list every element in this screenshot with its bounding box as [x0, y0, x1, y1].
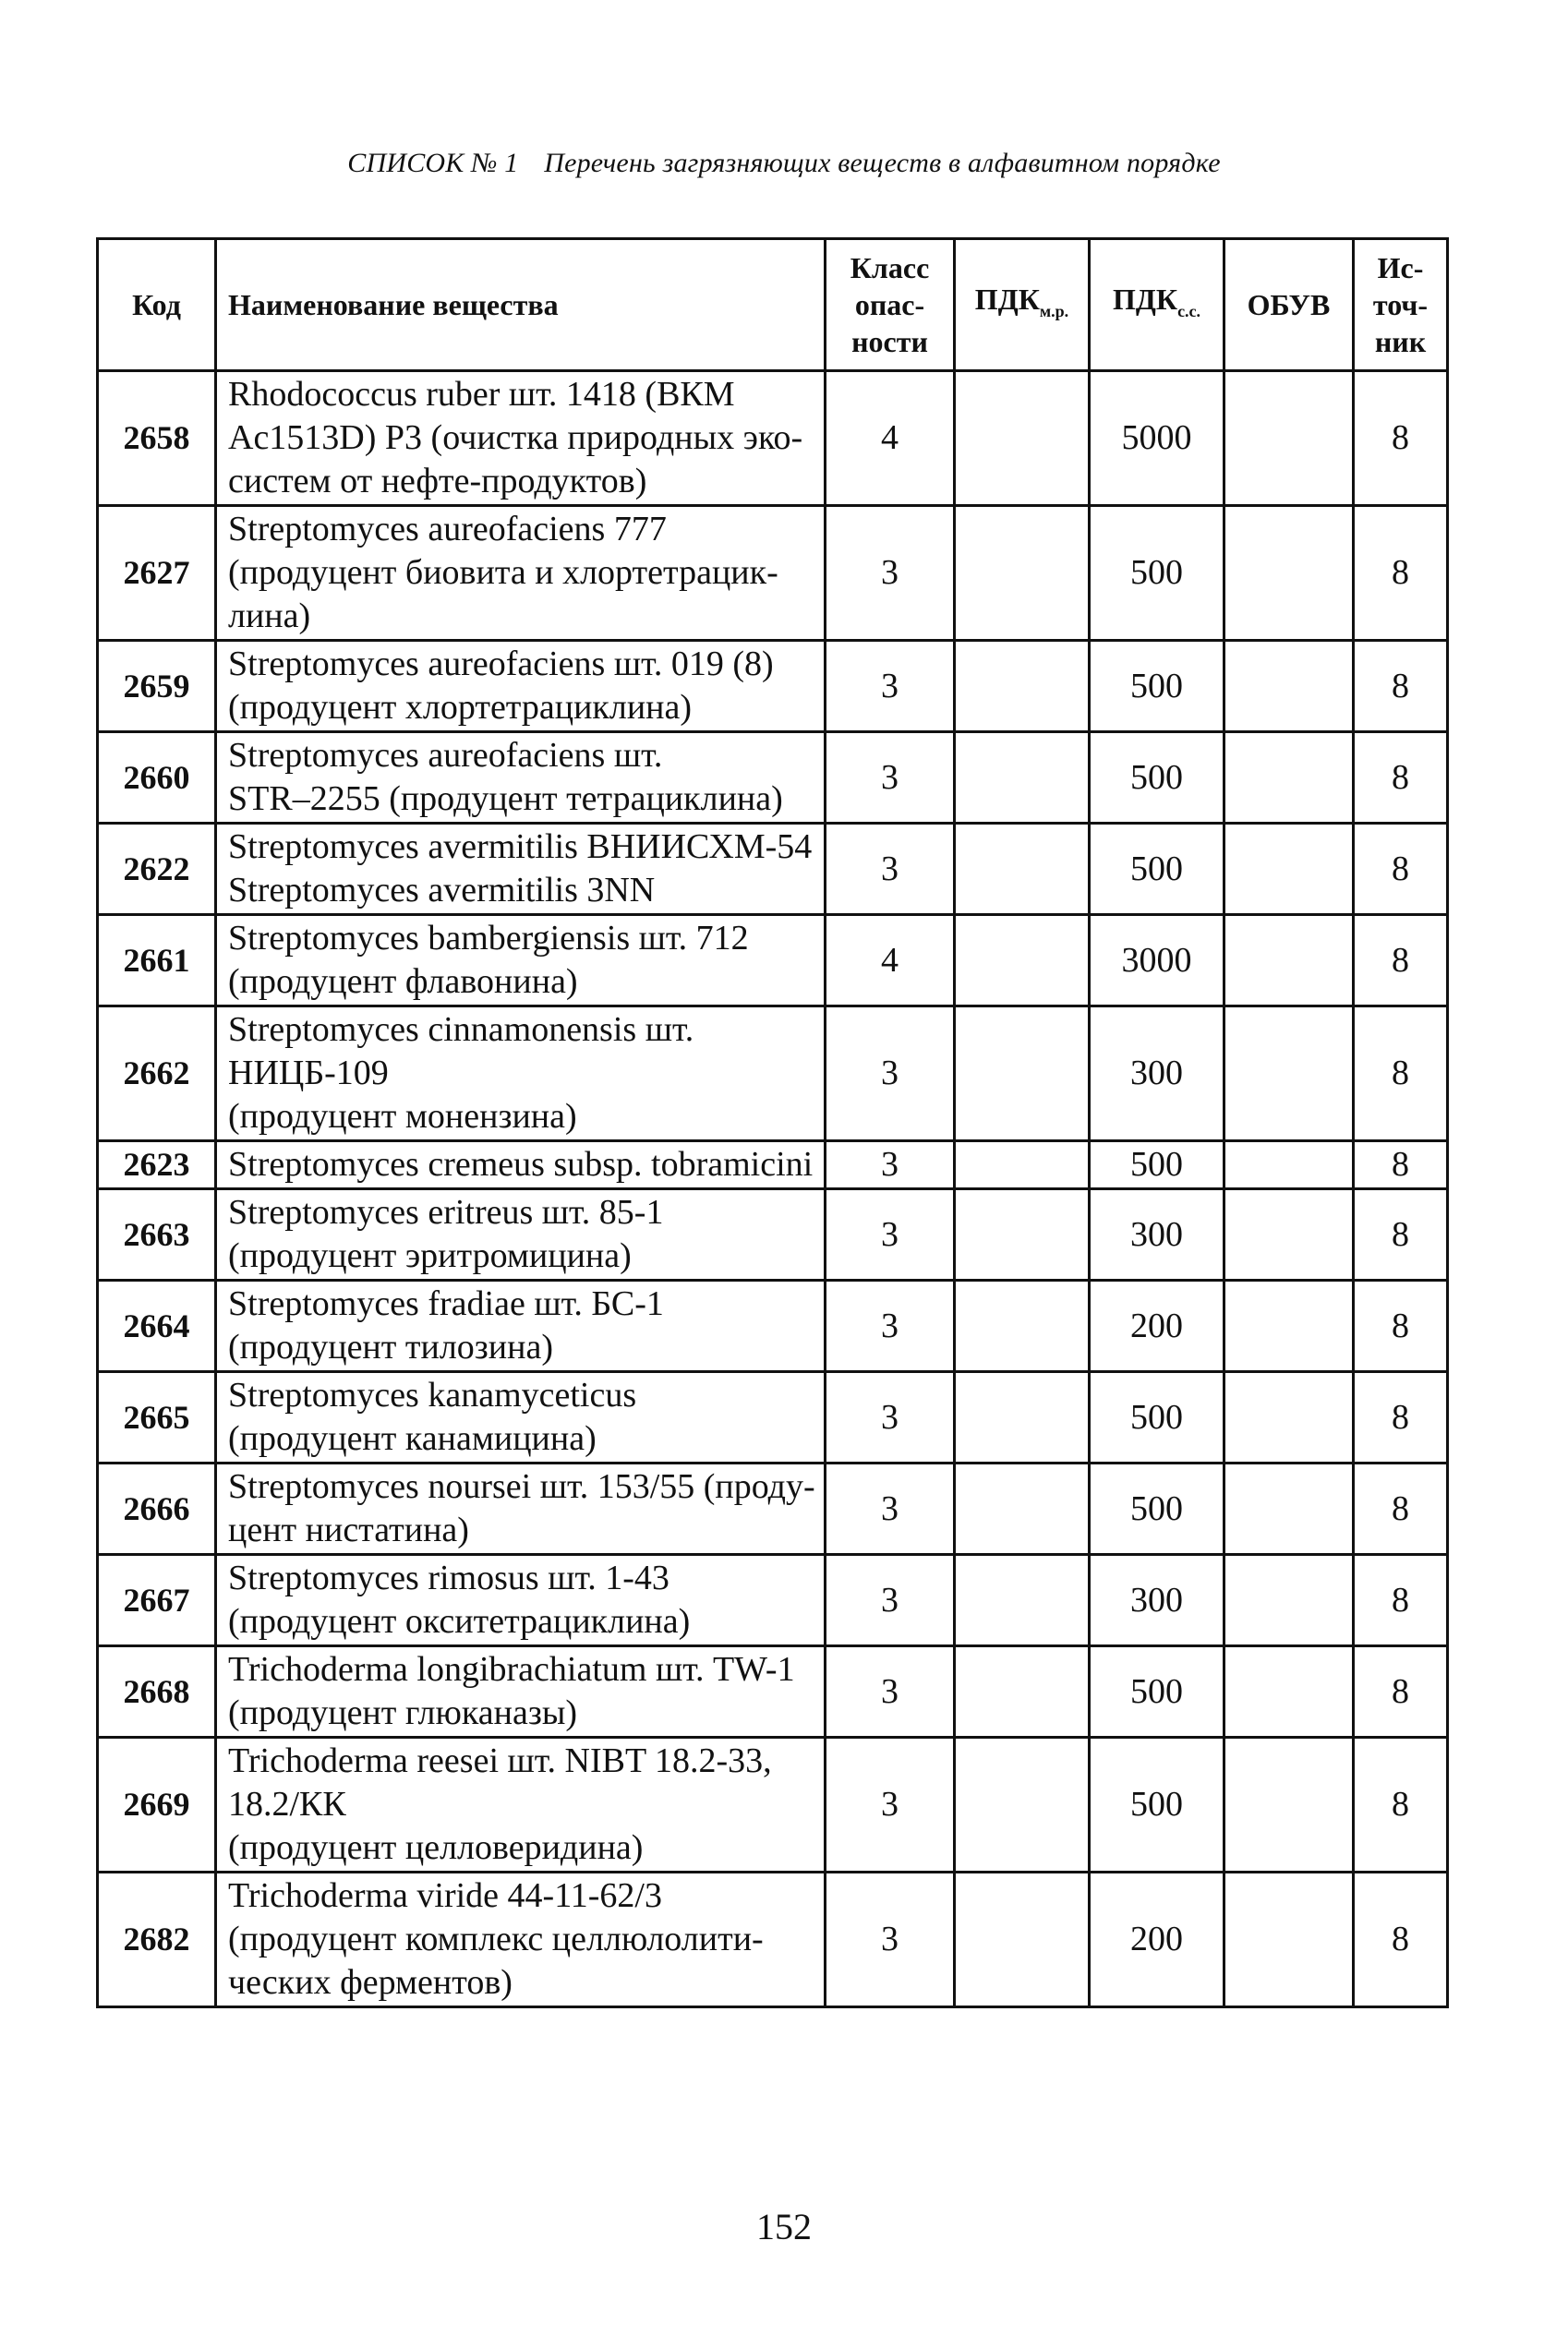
cell-pdk-ss: 200: [1090, 1281, 1224, 1372]
cell-pdk-mr: [955, 506, 1090, 641]
cell-source: 8: [1354, 506, 1448, 641]
cell-pdk-ss: 500: [1090, 824, 1224, 915]
cell-code: 2682: [98, 1873, 216, 2007]
cell-pdk-ss: 500: [1090, 1738, 1224, 1873]
cell-code: 2622: [98, 824, 216, 915]
cell-obuv: [1224, 1873, 1354, 2007]
cell-obuv: [1224, 1281, 1354, 1372]
cell-name: Trichoderma reesei шт. NIBT 18.2-33, 18.2/КК (продуцент целловеридина): [216, 1738, 826, 1873]
cell-pdk-mr: [955, 1738, 1090, 1873]
cell-pdk-mr: [955, 1873, 1090, 2007]
cell-obuv: [1224, 1189, 1354, 1281]
cell-hazard-class: 3: [826, 506, 955, 641]
cell-code: 2660: [98, 732, 216, 824]
cell-source: 8: [1354, 1646, 1448, 1738]
cell-source: 8: [1354, 824, 1448, 915]
cell-pdk-mr: [955, 1555, 1090, 1646]
column-header-hazard-class: [826, 239, 955, 371]
cell-hazard-class: 3: [826, 1189, 955, 1281]
cell-pdk-ss: 500: [1090, 732, 1224, 824]
cell-source: 8: [1354, 1873, 1448, 2007]
cell-hazard-class: 3: [826, 641, 955, 732]
cell-name: Streptomyces aureofaciens шт. 019 (8) (продуцент хлортетрациклина): [216, 641, 826, 732]
cell-obuv: [1224, 1141, 1354, 1189]
cell-obuv: [1224, 1555, 1354, 1646]
column-header-code: Код: [98, 239, 216, 371]
table-row: [98, 1646, 1448, 1738]
cell-pdk-mr: [955, 1464, 1090, 1555]
source-header-text: Ис- точ- ник: [1372, 251, 1429, 358]
pdk-mr-subscript: м.р.: [1039, 301, 1069, 320]
page-number: 152: [756, 2206, 812, 2247]
cell-obuv: [1224, 1738, 1354, 1873]
cell-obuv: [1224, 371, 1354, 506]
cell-name: Trichoderma longibrachiatum шт. TW-1 (продуцент глюканазы): [216, 1646, 826, 1738]
cell-source: 8: [1354, 641, 1448, 732]
cell-source: 8: [1354, 915, 1448, 1006]
column-header-obuv: ОБУВ: [1224, 239, 1354, 371]
substance-table-container: [96, 237, 1446, 2008]
cell-pdk-mr: [955, 824, 1090, 915]
cell-obuv: [1224, 732, 1354, 824]
cell-hazard-class: 3: [826, 1006, 955, 1141]
cell-name: Streptomyces aureofaciens 777 (продуцент биовита и хлортетрацик- лина): [216, 506, 826, 641]
table-row: [98, 1372, 1448, 1464]
cell-obuv: [1224, 1646, 1354, 1738]
cell-source: 8: [1354, 1372, 1448, 1464]
running-header: [0, 148, 1568, 179]
cell-obuv: [1224, 1464, 1354, 1555]
table-row: [98, 1738, 1448, 1873]
cell-obuv: [1224, 824, 1354, 915]
cell-pdk-ss: 500: [1090, 641, 1224, 732]
cell-obuv: [1224, 915, 1354, 1006]
cell-pdk-mr: [955, 1646, 1090, 1738]
table-row: [98, 1141, 1448, 1189]
cell-source: 8: [1354, 1738, 1448, 1873]
table-row: [98, 371, 1448, 506]
table-row: [98, 915, 1448, 1006]
table-body: [98, 371, 1448, 2007]
cell-obuv: [1224, 506, 1354, 641]
cell-hazard-class: 3: [826, 1372, 955, 1464]
table-row: [98, 506, 1448, 641]
cell-hazard-class: 3: [826, 1646, 955, 1738]
cell-name: Streptomyces aureofaciens шт. STR–2255 (продуцент тетрациклина): [216, 732, 826, 824]
pdk-ss-main: ПДК: [1112, 282, 1178, 316]
pdk-mr-main: ПДК: [974, 282, 1040, 316]
cell-pdk-ss: 500: [1090, 1141, 1224, 1189]
cell-name: Trichoderma viride 44-11-62/3 (продуцент комплекс целлюлолити- ческих ферментов): [216, 1873, 826, 2007]
cell-source: 8: [1354, 1141, 1448, 1189]
page-title: Перечень загрязняющих веществ в алфавитном порядке: [544, 148, 1221, 178]
cell-pdk-ss: 300: [1090, 1006, 1224, 1141]
cell-name: Streptomyces eritreus шт. 85-1 (продуцент эритромицина): [216, 1189, 826, 1281]
table-row: [98, 1464, 1448, 1555]
table-row: [98, 641, 1448, 732]
cell-pdk-mr: [955, 1189, 1090, 1281]
cell-hazard-class: 3: [826, 824, 955, 915]
cell-hazard-class: 3: [826, 732, 955, 824]
cell-name: Streptomyces rimosus шт. 1-43 (продуцент окситетрациклина): [216, 1555, 826, 1646]
cell-source: 8: [1354, 1464, 1448, 1555]
substance-table: [96, 237, 1449, 2008]
hazard-class-header-text: Класс опас- ности: [850, 251, 930, 358]
cell-name: Streptomyces cinnamonensis шт. НИЦБ-109 (продуцент монензина): [216, 1006, 826, 1141]
cell-obuv: [1224, 641, 1354, 732]
cell-source: 8: [1354, 371, 1448, 506]
cell-name: Streptomyces avermitilis ВНИИСХМ-54 Streptomyces avermitilis 3NN: [216, 824, 826, 915]
table-row: [98, 732, 1448, 824]
cell-pdk-mr: [955, 732, 1090, 824]
cell-hazard-class: 3: [826, 1738, 955, 1873]
cell-code: 2667: [98, 1555, 216, 1646]
cell-code: 2665: [98, 1372, 216, 1464]
cell-pdk-mr: [955, 1372, 1090, 1464]
cell-code: 2661: [98, 915, 216, 1006]
cell-pdk-mr: [955, 641, 1090, 732]
cell-source: 8: [1354, 1555, 1448, 1646]
cell-hazard-class: 3: [826, 1555, 955, 1646]
cell-pdk-ss: 200: [1090, 1873, 1224, 2007]
cell-pdk-ss: 300: [1090, 1189, 1224, 1281]
cell-pdk-ss: 500: [1090, 1372, 1224, 1464]
cell-pdk-mr: [955, 1006, 1090, 1141]
cell-pdk-mr: [955, 1141, 1090, 1189]
cell-obuv: [1224, 1372, 1354, 1464]
cell-hazard-class: 3: [826, 1141, 955, 1189]
cell-code: 2662: [98, 1006, 216, 1141]
cell-pdk-mr: [955, 371, 1090, 506]
list-label: СПИСОК № 1: [347, 148, 519, 178]
cell-pdk-ss: 500: [1090, 506, 1224, 641]
cell-source: 8: [1354, 1281, 1448, 1372]
cell-name: Streptomyces fradiae шт. БС-1 (продуцент тилозина): [216, 1281, 826, 1372]
cell-pdk-ss: 500: [1090, 1646, 1224, 1738]
cell-code: 2664: [98, 1281, 216, 1372]
pdk-ss-subscript: с.с.: [1177, 301, 1201, 320]
cell-pdk-ss: 3000: [1090, 915, 1224, 1006]
table-row: [98, 824, 1448, 915]
table-row: [98, 1873, 1448, 2007]
cell-pdk-ss: 500: [1090, 1464, 1224, 1555]
column-header-pdk-mr: [955, 239, 1090, 371]
column-header-source: [1354, 239, 1448, 371]
cell-code: 2658: [98, 371, 216, 506]
table-header-row: [98, 239, 1448, 371]
cell-source: 8: [1354, 1189, 1448, 1281]
cell-name: Streptomyces bambergiensis шт. 712 (продуцент флавонина): [216, 915, 826, 1006]
cell-hazard-class: 4: [826, 915, 955, 1006]
table-row: [98, 1006, 1448, 1141]
cell-name: Streptomyces cremeus subsp. tobramicini: [216, 1141, 826, 1189]
cell-pdk-mr: [955, 1281, 1090, 1372]
cell-hazard-class: 3: [826, 1281, 955, 1372]
column-header-pdk-ss: [1090, 239, 1224, 371]
cell-code: 2666: [98, 1464, 216, 1555]
table-row: [98, 1555, 1448, 1646]
cell-name: Streptomyces kanamyceticus (продуцент канамицина): [216, 1372, 826, 1464]
cell-name: Streptomyces noursei шт. 153/55 (проду- цент нистатина): [216, 1464, 826, 1555]
cell-code: 2623: [98, 1141, 216, 1189]
column-header-name: Наименование вещества: [216, 239, 826, 371]
cell-source: 8: [1354, 1006, 1448, 1141]
cell-code: 2663: [98, 1189, 216, 1281]
cell-code: 2668: [98, 1646, 216, 1738]
cell-code: 2659: [98, 641, 216, 732]
cell-pdk-ss: 300: [1090, 1555, 1224, 1646]
cell-hazard-class: 3: [826, 1464, 955, 1555]
cell-hazard-class: 3: [826, 1873, 955, 2007]
cell-pdk-ss: 5000: [1090, 371, 1224, 506]
table-row: [98, 1189, 1448, 1281]
cell-obuv: [1224, 1006, 1354, 1141]
cell-hazard-class: 4: [826, 371, 955, 506]
cell-code: 2627: [98, 506, 216, 641]
table-row: [98, 1281, 1448, 1372]
cell-name: Rhodococcus ruber шт. 1418 (ВКМ Ac1513D) Р3 (очистка природных эко- систем от нефте-продуктов): [216, 371, 826, 506]
cell-source: 8: [1354, 732, 1448, 824]
cell-code: 2669: [98, 1738, 216, 1873]
cell-pdk-mr: [955, 915, 1090, 1006]
